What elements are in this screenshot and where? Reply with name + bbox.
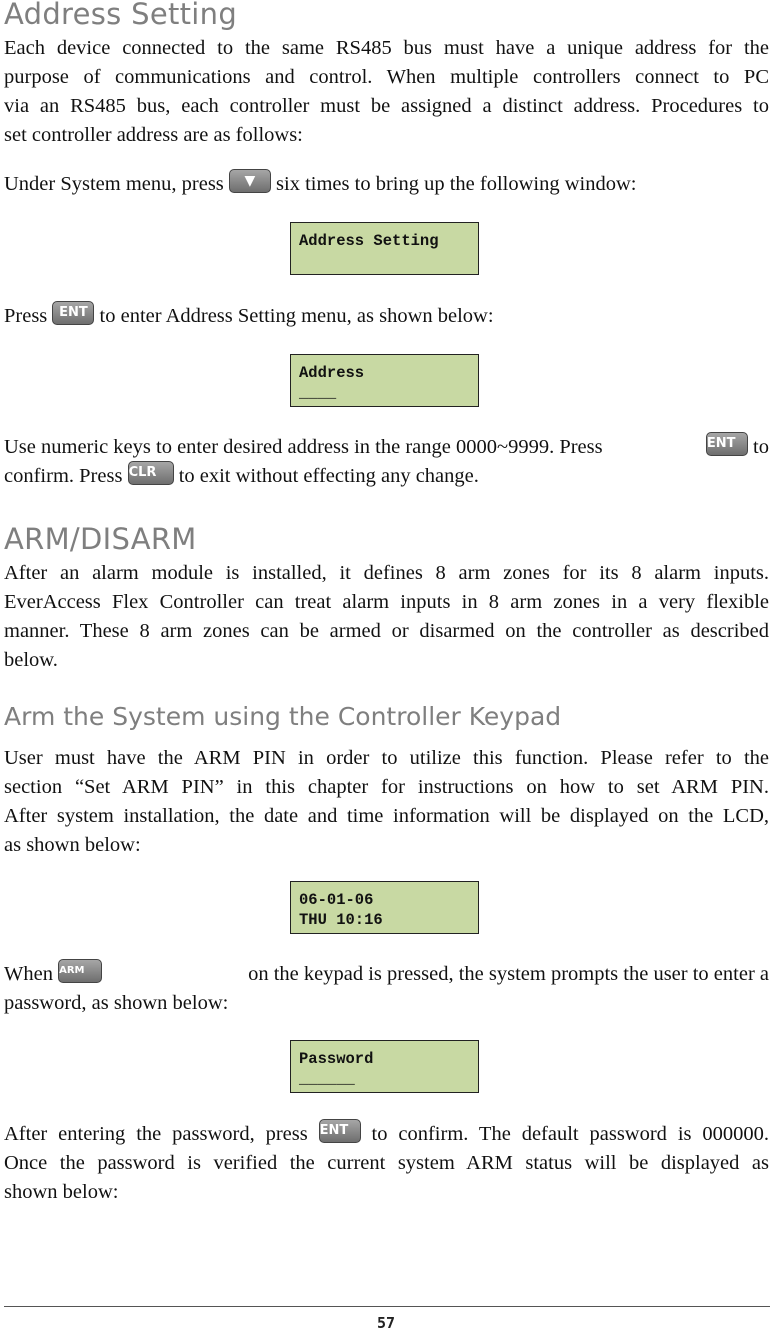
step3-paragraph [4, 433, 769, 491]
step1-paragraph [4, 170, 769, 199]
after-text: After entering the password, press [4, 1123, 308, 1145]
step1-text: Under System menu, press [4, 173, 224, 195]
when-arm-paragraph [4, 960, 769, 1018]
arm-key-icon: ARM [58, 959, 102, 983]
after-password-paragraph [4, 1120, 769, 1207]
paragraph-line: After system installation, the date and time information will be displayed on the LCD, [4, 805, 769, 827]
paragraph-line: set controller address are as follows: [4, 124, 303, 146]
step2-text: Press [4, 305, 48, 327]
ent-key-icon: ENT [319, 1119, 361, 1143]
section-title-arm-disarm: ARM/DISARM [4, 522, 197, 556]
address-intro-paragraph [4, 34, 769, 150]
paragraph-line: purpose of communications and control. When multiple controllers connect to PC [4, 66, 769, 88]
step2-text-after: to enter Address Setting menu, as shown below: [99, 305, 494, 327]
step2-paragraph [4, 302, 769, 331]
step3-text-2-after: to exit without effecting any change. [178, 465, 479, 487]
ent-key-icon: ENT [706, 432, 748, 456]
step3-line-2 [4, 462, 769, 491]
lcd-line-2: ____ [299, 384, 337, 402]
when-text: When [4, 963, 53, 985]
arm-keypad-paragraph [4, 744, 769, 860]
when-key-group [4, 960, 102, 989]
lcd-line-1: Address Setting [299, 232, 439, 250]
section-title-address-setting: Address Setting [4, 0, 238, 31]
lcd-line-1: 06-01-06 [299, 891, 374, 909]
paragraph-line: Each device connected to the same RS485 bus must have a unique address for the [4, 37, 769, 59]
down-arrow-key-icon: ▼ [229, 169, 271, 193]
step3-line-1 [4, 433, 769, 462]
step3-key-group [706, 433, 769, 462]
lcd-line-1: Address [299, 364, 365, 382]
clr-key-icon: CLR [128, 461, 174, 485]
lcd-line-2: THU 10:16 [299, 911, 383, 929]
lcd-line-1: Password [299, 1050, 374, 1068]
after-line-3: shown below: [4, 1181, 119, 1203]
paragraph-line: as shown below: [4, 834, 141, 856]
paragraph-line: section “Set ARM PIN” in this chapter for instructions on how to set ARM PIN. [4, 776, 769, 798]
after-line-1 [4, 1120, 769, 1149]
lcd-display-password [290, 1040, 479, 1093]
after-text-after: to confirm. The default password is 000000. [371, 1123, 770, 1145]
paragraph-line: below. [4, 649, 58, 671]
step3-text-after: to [753, 436, 769, 458]
arm-disarm-paragraph [4, 559, 769, 675]
lcd-display-address-setting [290, 222, 479, 275]
footer-divider [4, 1306, 770, 1307]
when-line-2: password, as shown below: [4, 992, 229, 1014]
paragraph-line: User must have the ARM PIN in order to utilize this function. Please refer to the [4, 747, 769, 769]
lcd-display-address [290, 354, 479, 407]
lcd-line-2: ______ [299, 1070, 355, 1088]
step3-text: Use numeric keys to enter desired address in the range 0000~9999. Press [4, 436, 603, 458]
after-line-2: Once the password is verified the current system ARM status will be displayed as [4, 1152, 769, 1174]
paragraph-line: After an alarm module is installed, it defines 8 arm zones for its 8 alarm inputs. [4, 562, 769, 584]
when-text-after: on the keypad is pressed, the system prompts the user to enter a [248, 963, 769, 985]
paragraph-line: manner. These 8 arm zones can be armed or disarmed on the controller as described [4, 620, 769, 642]
step1-text-after: six times to bring up the following window: [276, 173, 637, 195]
page-number: 57 [376, 1314, 396, 1332]
when-line-1 [4, 960, 769, 989]
step3-text-2: confirm. Press [4, 465, 123, 487]
section-title-arm-keypad: Arm the System using the Controller Keypad [4, 702, 562, 731]
ent-key-icon: ENT [52, 301, 94, 325]
paragraph-line: EverAccess Flex Controller can treat alarm inputs in 8 arm zones in a very flexible [4, 591, 769, 613]
lcd-display-date-time [290, 881, 479, 934]
paragraph-line: via an RS485 bus, each controller must be assigned a distinct address. Procedures to [4, 95, 769, 117]
